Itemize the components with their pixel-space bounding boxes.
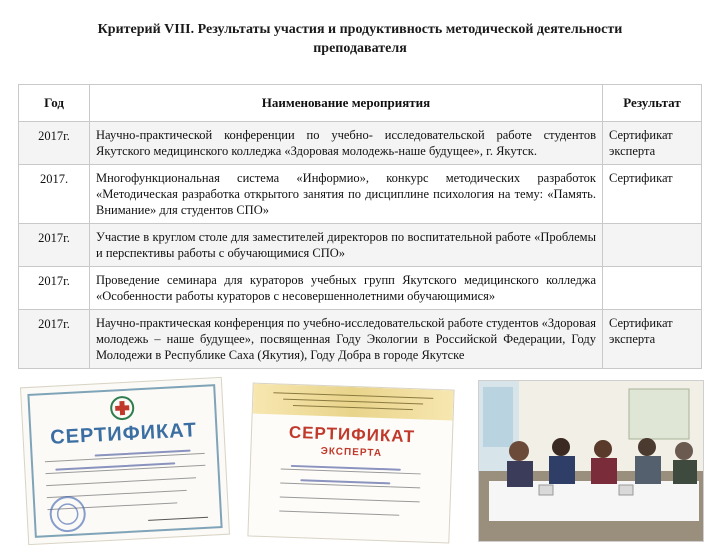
table-row [19,224,702,267]
table-row [19,267,702,310]
conference-photo [478,380,704,542]
certificate-title: СЕРТИФИКАТ [49,419,198,449]
row-year: 2017. [19,165,90,224]
header-name: Наименование мероприятия [90,85,603,122]
table-row [19,310,702,369]
activities-table [18,84,702,369]
row-name: Научно-практическая конференция по учебно-исследовательской работе студентов «Здоровая молодежь – наше будущее», посвященная Году Экологии в Российской Федерации, Году Молодежи в Республике Саха (Якутия), Году Добра в городе Якутске [90,310,603,369]
page-title-line1: Критерий VIII. Результаты участия и продуктивность методической деятельности [97,22,623,37]
medical-emblem-icon [109,394,136,421]
row-name: Проведение семинара для кураторов учебных групп Якутского медицинского колледжа «Особенности работы кураторов с несовершеннолетними обучающимися» [90,267,603,310]
certificate-image-1 [20,377,230,545]
row-year: 2017г. [19,267,90,310]
row-name: Участие в круглом столе для заместителей директоров по воспитательной работе «Проблемы и перспективы работы с обучающимися СПО» [90,224,603,267]
table-row [19,165,702,224]
certificate-image-2 [247,383,454,544]
table-row [19,122,702,165]
row-name: Многофункциональная система «Информио», конкурс методических разработок «Методическая разработка открытого занятия по дисциплине психология на тему: «Память. Внимание» для студентов СПО» [90,165,603,224]
text-line [280,483,420,489]
stamp-icon [47,493,89,535]
conference-photo-scene [479,381,703,541]
row-result [603,224,702,267]
text-line [280,497,420,503]
page-title-line2: преподавателя [313,41,407,56]
row-result: Сертификат эксперта [603,310,702,369]
evidence-images [18,380,702,540]
text-line [279,511,399,516]
header-result: Результат [603,85,702,122]
row-result: Сертификат [603,165,702,224]
certificate-subtitle: ЭКСПЕРТА [320,445,383,460]
row-name: Научно-практической конференции по учебно- исследовательской работе студентов Якутского медицинского колледжа «Здоровая молодежь-наше будущее», г. Якутск. [90,122,603,165]
row-result [603,267,702,310]
row-result: Сертификат эксперта [603,122,702,165]
certificate-title: СЕРТИФИКАТ [288,422,416,447]
table-header-row [19,85,702,122]
row-year: 2017г. [19,310,90,369]
header-year: Год [19,85,90,122]
row-year: 2017г. [19,122,90,165]
page-title [40,20,680,58]
row-year: 2017г. [19,224,90,267]
